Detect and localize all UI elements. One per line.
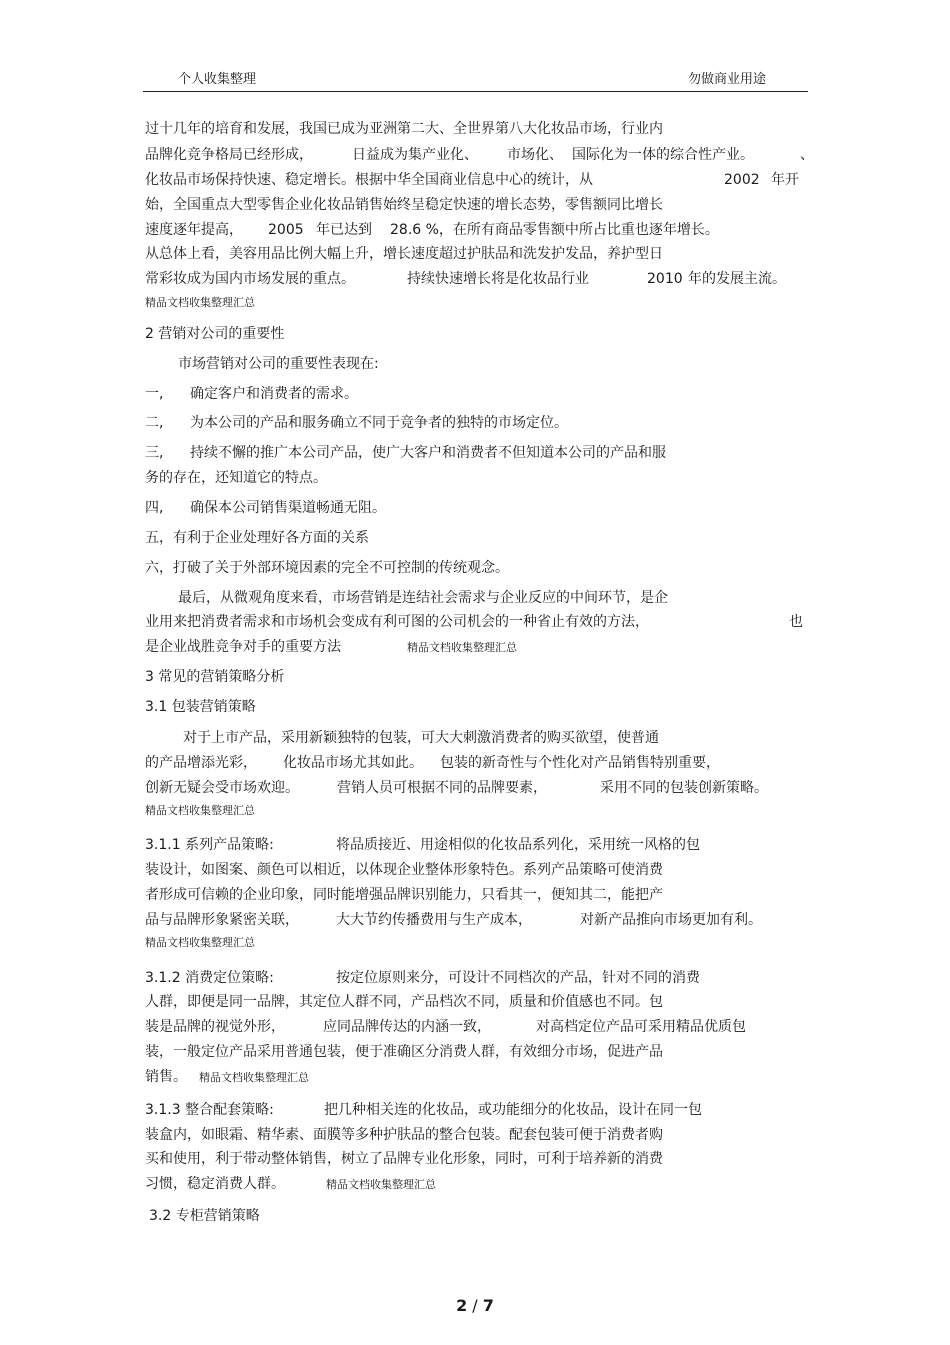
text-line: 把几种相关连的化妆品，或功能细分的化妆品，设计在同一包 [324, 1102, 702, 1118]
list-number: 四, [145, 500, 164, 516]
watermark-text: 精品文档收集整理汇总 [145, 804, 255, 817]
text-line: 习惯，稳定消费人群。 [145, 1176, 285, 1192]
subsection-heading: 3.2 专柜营销策略 [149, 1208, 260, 1224]
text-line: 年已达到 [316, 222, 372, 238]
list-number: 一, [145, 386, 164, 402]
list-number: 二, [145, 415, 164, 431]
text-line: 年的发展主流。 [688, 271, 786, 287]
text-line: 、 [800, 147, 814, 163]
text-line: 创新无疑会受市场欢迎。 [145, 780, 299, 796]
text-line: 国际化为一体的综合性产业。 [572, 147, 754, 163]
text-line: 2005 [268, 222, 304, 238]
subsection-heading: 3.1.2 消费定位策略: [145, 970, 274, 986]
subsection-heading: 3.1.3 整合配套策略: [145, 1102, 274, 1118]
header-divider [143, 91, 808, 92]
text-line: 装，一般定位产品采用普通包装，便于准确区分消费人群，有效细分市场，促进产品 [145, 1044, 663, 1060]
page-current: 2 [456, 1296, 468, 1315]
header-right-text: 勿做商业用途 [688, 72, 767, 87]
text-line: 销售。 [145, 1069, 187, 1085]
watermark-text: 精品文档收集整理汇总 [145, 296, 255, 309]
text-line: 品与品牌形象紧密关联， [145, 912, 299, 928]
text-line: 2002 [724, 172, 760, 188]
text-line: 对新产品推向市场更加有利。 [580, 912, 762, 928]
text-line: 最后，从微观角度来看，市场营销是连结社会需求与企业反应的中间环节，是企 [178, 590, 668, 606]
text-line: 对于上市产品，采用新颖独特的包装，可大大刺激消费者的购买欲望，使普通 [183, 730, 659, 746]
text-line: 人群，即便是同一品牌，其定位人群不同，产品档次不同，质量和价值感也不同。包 [145, 994, 663, 1010]
text-line: 应同品牌传达的内涵一致， [323, 1019, 491, 1035]
text-line: 采用不同的包装创新策略。 [600, 780, 768, 796]
text-line: 化妆品市场保持快速、稳定增长。根据中华全国商业信息中心的统计，从 [145, 172, 593, 188]
text-line: 持续快速增长将是化妆品行业 [407, 271, 589, 287]
page-number [0, 1296, 950, 1315]
list-item: 为本公司的产品和服务确立不同于竞争者的独特的市场定位。 [190, 415, 568, 431]
text-line: 也 [789, 614, 803, 630]
text-line: 装盒内，如眼霜、精华素、面膜等多种护肤品的整合包装。配套包装可便于消费者购 [145, 1127, 663, 1143]
watermark-text: 精品文档收集整理汇总 [407, 641, 517, 654]
text-line: 者形成可信赖的企业印象，同时能增强品牌识别能力，只看其一，便知其二，能把产 [145, 887, 663, 903]
text-line: 2010 [647, 271, 683, 287]
text-line: 化妆品市场尤其如此。 [283, 755, 423, 771]
subsection-heading: 3.1 包装营销策略 [145, 699, 256, 715]
text-line: 速度逐年提高， [145, 222, 243, 238]
text-line: 从总体上看，美容用品比例大幅上升，增长速度超过护肤品和洗发护发品，养护型日 [145, 246, 663, 262]
text-line: 按定位原则来分，可设计不同档次的产品，针对不同的消费 [336, 970, 700, 986]
text-line: 装是品牌的视觉外形， [145, 1019, 285, 1035]
text-line: 过十几年的培育和发展，我国已成为亚洲第二大、全世界第八大化妆品市场，行业内 [145, 121, 663, 137]
text-line: 品牌化竞争格局已经形成， [145, 147, 313, 163]
text-line: 年开 [771, 172, 799, 188]
text-line: 的产品增添光彩， [145, 755, 257, 771]
list-item-continuation: 务的存在，还知道它的特点。 [145, 470, 327, 486]
header-left-text: 个人收集整理 [178, 72, 257, 87]
list-item: 确保本公司销售渠道畅通无阻。 [190, 500, 386, 516]
text-line: 28.6 %，在所有商品零售额中所占比重也逐年增长。 [390, 222, 719, 238]
text-line: 市场化、 [507, 147, 563, 163]
list-number: 三, [145, 445, 164, 461]
text-line: 常彩妆成为国内市场发展的重点。 [145, 271, 355, 287]
text-line: 装设计，如图案、颜色可以相近，以体现企业整体形象特色。系列产品策略可使消费 [145, 862, 663, 878]
subsection-heading: 3.1.1 系列产品策略: [145, 837, 274, 853]
text-line: 营销人员可根据不同的品牌要素， [337, 780, 547, 796]
text-line: 是企业战胜竞争对手的重要方法 [145, 639, 341, 655]
text-line: 日益成为集产业化、 [352, 147, 478, 163]
list-item: 六，打破了关于外部环境因素的完全不可控制的传统观念。 [145, 560, 509, 576]
section-heading: 2 营销对公司的重要性 [145, 326, 285, 342]
text-line: 大大节约传播费用与生产成本， [336, 912, 532, 928]
watermark-text: 精品文档收集整理汇总 [145, 936, 255, 949]
text-line: 包装的新奇性与个性化对产品销售特别重要， [440, 755, 720, 771]
section-heading: 3 常见的营销策略分析 [145, 669, 285, 685]
text-line: 对高档定位产品可采用精品优质包 [536, 1019, 746, 1035]
text-line: 始，全国重点大型零售企业化妆品销售始终呈稳定快速的增长态势，零售额同比增长 [145, 197, 663, 213]
list-item: 确定客户和消费者的需求。 [190, 386, 358, 402]
watermark-text: 精品文档收集整理汇总 [326, 1178, 436, 1191]
text-line: 市场营销对公司的重要性表现在: [178, 356, 379, 372]
page-separator: / [467, 1296, 483, 1315]
watermark-text: 精品文档收集整理汇总 [199, 1071, 309, 1084]
text-line: 将品质接近、用途相似的化妆品系列化，采用统一风格的包 [336, 837, 700, 853]
text-line: 业用来把消费者需求和市场机会变成有利可图的公司机会的一种省止有效的方法， [145, 614, 649, 630]
text-line: 买和使用，利于带动整体销售，树立了品牌专业化形象，同时，可利于培养新的消费 [145, 1151, 663, 1167]
page-total: 7 [482, 1296, 494, 1315]
list-item: 五，有利于企业处理好各方面的关系 [145, 530, 369, 546]
list-item: 持续不懈的推广本公司产品，使广大客户和消费者不但知道本公司的产品和服 [190, 445, 666, 461]
